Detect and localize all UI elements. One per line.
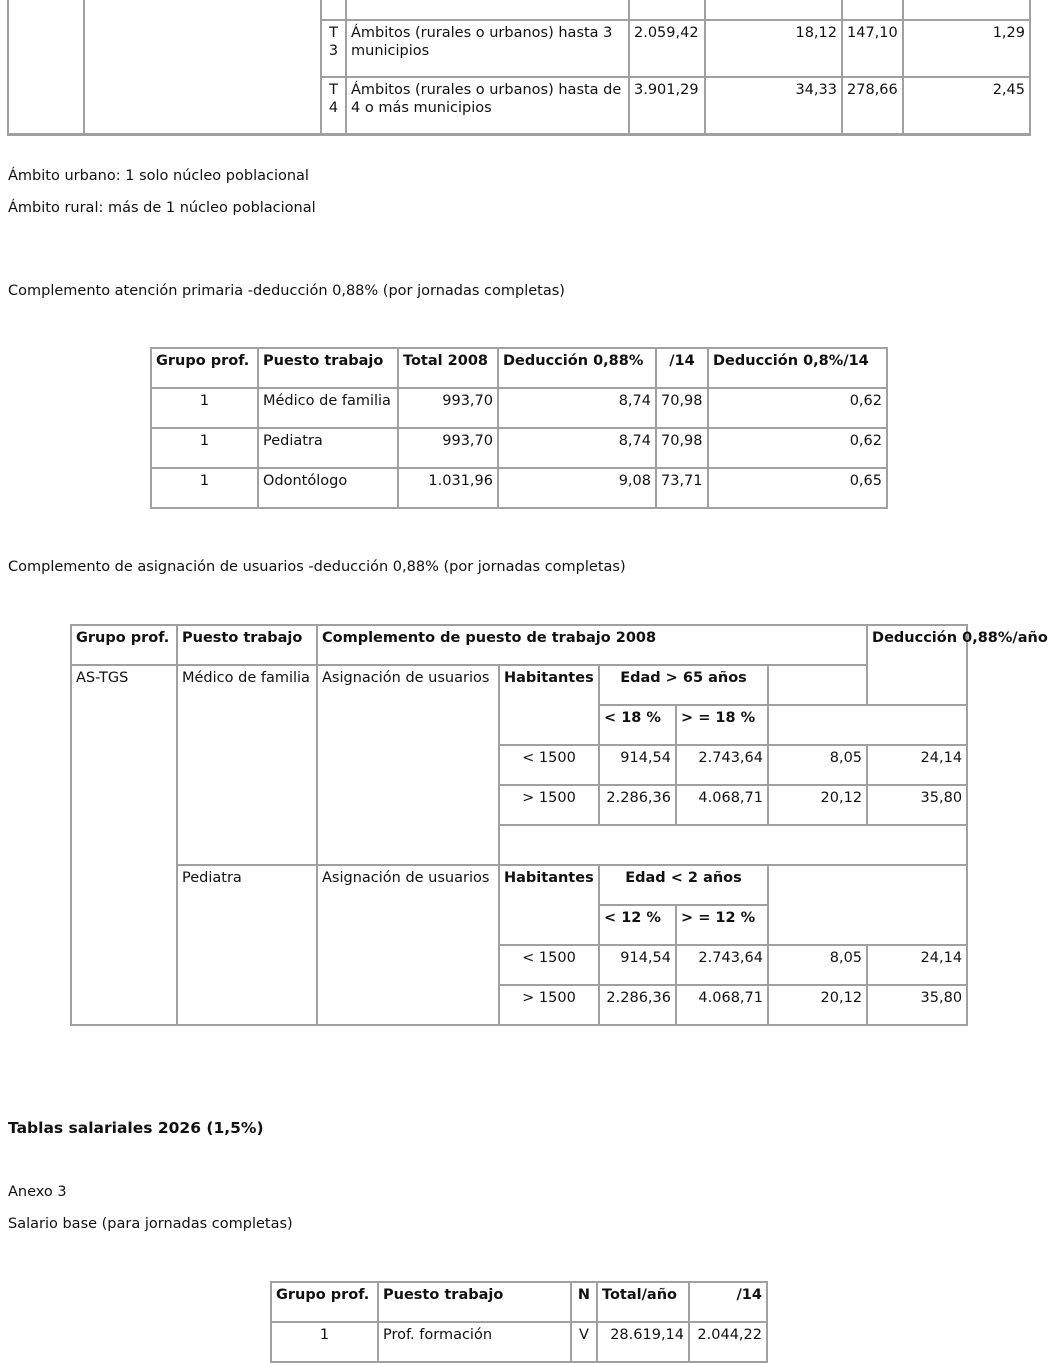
cell: 2.743,64	[676, 945, 768, 985]
section3-heading: Tablas salariales 2026 (1,5%)	[8, 1119, 264, 1137]
cell: 4.068,71	[676, 985, 768, 1025]
header-cell: /14	[689, 1282, 767, 1322]
cell: Médico de familia	[258, 388, 398, 428]
complement-table-fragment	[7, 0, 1031, 136]
percent-header: > = 18 %	[676, 705, 768, 745]
edad-header: Edad < 2 años	[599, 865, 768, 905]
grupo-cell: AS-TGS	[71, 665, 177, 1025]
cell: 0,62	[708, 428, 887, 468]
header-cell: Puesto trabajo	[258, 348, 398, 388]
cell: 8,74	[498, 388, 656, 428]
cell: 2.743,64	[676, 745, 768, 785]
cell: 1	[151, 428, 258, 468]
cell: 1.031,96	[398, 468, 498, 508]
cell: 0,62	[708, 388, 887, 428]
deduction: 34,33	[705, 77, 842, 134]
cell: Odontólogo	[258, 468, 398, 508]
header-row	[271, 1282, 767, 1322]
cell: 70,98	[656, 388, 708, 428]
puesto-cell: Médico de familia	[177, 665, 317, 865]
div14: 278,66	[842, 77, 903, 134]
header-cell: Grupo prof.	[151, 348, 258, 388]
cell: < 1500	[499, 745, 599, 785]
cell: 0,65	[708, 468, 887, 508]
edad-header: Edad > 65 años	[599, 665, 768, 705]
header-cell: N	[571, 1282, 597, 1322]
cell: 993,70	[398, 428, 498, 468]
cell: 24,14	[867, 945, 967, 985]
annex-label: Anexo 3	[8, 1184, 67, 1200]
cell: 35,80	[867, 985, 967, 1025]
header-cell: Grupo prof.	[271, 1282, 378, 1322]
cell: Prof. formación	[378, 1322, 571, 1362]
cell: 914,54	[599, 745, 676, 785]
section1-title: Complemento atención primaria -deducción 0,88% (por jornadas completas)	[8, 283, 565, 299]
tier-description: Ámbitos (rurales o urbanos) hasta 3 municipios	[346, 20, 629, 77]
cell: 24,14	[867, 745, 967, 785]
percent-header: < 12 %	[599, 905, 676, 945]
cell: 993,70	[398, 388, 498, 428]
concepto-cell: Asignación de usuarios	[317, 665, 499, 865]
primary-care-table	[150, 347, 888, 509]
cell: 8,05	[768, 745, 867, 785]
cell: < 1500	[499, 945, 599, 985]
habitantes-header: Habitantes	[499, 665, 599, 745]
percent-header: < 18 %	[599, 705, 676, 745]
cell: 4.068,71	[676, 785, 768, 825]
deduction: 18,12	[705, 20, 842, 77]
deduction-14: 1,29	[903, 20, 1030, 77]
cell: 73,71	[656, 468, 708, 508]
section2-title: Complemento de asignación de usuarios -deducción 0,88% (por jornadas completas)	[8, 559, 626, 575]
note-urbano: Ámbito urbano: 1 solo núcleo poblacional	[8, 168, 309, 184]
cell: > 1500	[499, 785, 599, 825]
deduction-14: 2,45	[903, 77, 1030, 134]
header-cell: /14	[656, 348, 708, 388]
cell: 8,05	[768, 945, 867, 985]
section3-title: Salario base (para jornadas completas)	[8, 1216, 293, 1232]
header-cell: Deducción 0,88%/año	[867, 625, 967, 705]
cell: 2.286,36	[599, 985, 676, 1025]
header-cell: Total 2008	[398, 348, 498, 388]
tier-code: T 3	[321, 20, 346, 77]
user-assignment-table	[70, 624, 1048, 1026]
header-cell: Puesto trabajo	[177, 625, 317, 665]
base-salary-table	[270, 1281, 768, 1363]
header-cell: Puesto trabajo	[378, 1282, 571, 1322]
cell: 1	[151, 388, 258, 428]
cell: 8,74	[498, 428, 656, 468]
tier-description: Ámbitos (rurales o urbanos) hasta de 4 o más municipios	[346, 77, 629, 134]
total: 3.901,29	[629, 77, 705, 134]
tier-code: T 4	[321, 77, 346, 134]
cell: 20,12	[768, 785, 867, 825]
concepto-cell: Asignación de usuarios	[317, 865, 499, 1025]
cell: 70,98	[656, 428, 708, 468]
header-row	[71, 625, 967, 665]
cell: > 1500	[499, 985, 599, 1025]
cell: 914,54	[599, 945, 676, 985]
habitantes-header: Habitantes	[499, 865, 599, 945]
note-rural: Ámbito rural: más de 1 núcleo poblacional	[8, 200, 316, 216]
cell: 1	[151, 468, 258, 508]
cell: Pediatra	[258, 428, 398, 468]
table-row	[151, 468, 887, 508]
cell: 20,12	[768, 985, 867, 1025]
table-row	[151, 388, 887, 428]
cell: 2.286,36	[599, 785, 676, 825]
cell: 9,08	[498, 468, 656, 508]
header-row	[151, 348, 887, 388]
header-cell: Complemento de puesto de trabajo 2008	[317, 625, 867, 665]
cell: V	[571, 1322, 597, 1362]
header-cell: Deducción 0,8%/14	[708, 348, 887, 388]
cell: 1	[271, 1322, 378, 1362]
puesto-cell: Pediatra	[177, 865, 317, 1025]
total: 2.059,42	[629, 20, 705, 77]
table-row	[151, 428, 887, 468]
header-cell: Grupo prof.	[71, 625, 177, 665]
cell: 35,80	[867, 785, 967, 825]
div14: 147,10	[842, 20, 903, 77]
percent-header: > = 12 %	[676, 905, 768, 945]
header-cell: Total/año	[597, 1282, 689, 1322]
header-cell: Deducción 0,88%	[498, 348, 656, 388]
cell: 2.044,22	[689, 1322, 767, 1362]
cell: 28.619,14	[597, 1322, 689, 1362]
table-row	[271, 1322, 767, 1362]
